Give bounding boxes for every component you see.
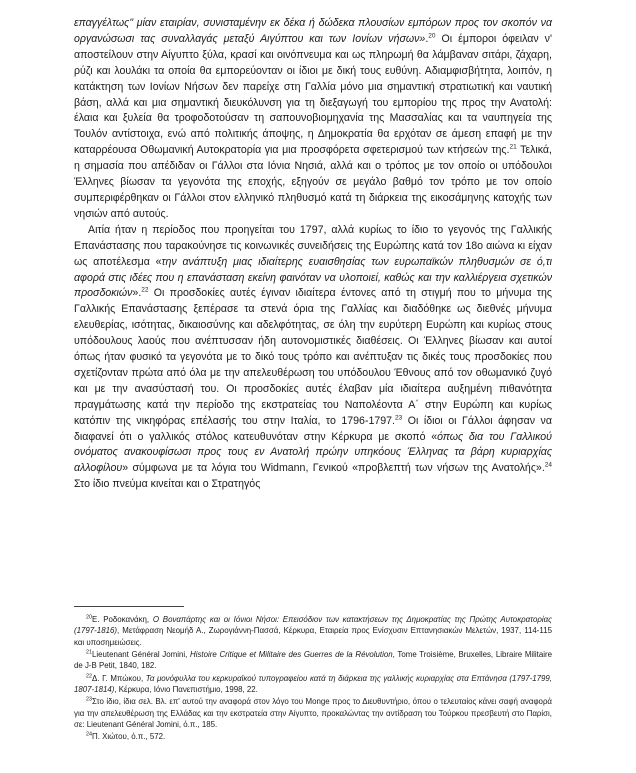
text-run: » σύμφωνα με τα λόγια του Widmann, Γενικού «προβλεπτή των νήσων της Ανατολής».	[122, 462, 545, 475]
text-run: Στο ίδιο πνεύμα κινείται και ο Στρατηγός	[74, 478, 261, 491]
footnote-marker: 24	[86, 731, 92, 738]
text-run: Ε. Ροδοκανάκη,	[92, 615, 153, 624]
italic-text: την ανάπτυξη μιας ιδιαίτερης ευαισθησίας των ευρωπαϊκών πληθυσμών σε ό,τι αφορά στις ιδέες που η επανάσταση εκείνη φαινόταν να υλοποιεί, καθώς και την καλλιέργεια σχετικών προσδοκιών	[74, 255, 553, 300]
footnote-marker: 24	[544, 461, 552, 469]
italic-text: Ο Βοναπάρτης και οι Ιόνιοι Νήσοι: Επεισόδιον των κατακτήσεων της Δημοκρατίας της Πρώτης Αυτοκρατορίας (1797-1816)	[74, 615, 553, 636]
footnote-marker: 21	[509, 143, 517, 151]
text-run: , Κέρκυρα, Ιόνιο Πανεπιστήμιο, 1998, 22.	[114, 685, 258, 695]
text-run: ».	[132, 287, 142, 300]
italic-text: Histoire Critique et Militaire des Guerres de la Révolution	[190, 650, 393, 660]
footnote-marker: 20	[86, 614, 92, 621]
text-run: Τελικά, η σημασία που απέδιδαν οι Γάλλοι στα Ιόνια Νησιά, αλλά και ο τρόπος με τον οποίο οι υπόδουλοι Έλληνες βίωσαν τα γεγονότα της εποχής, εξηγούν σε μεγάλο βαθμό τον τρόπο με τον οποίο συμπεριφέρθηκαν οι Γάλλοι στον ελληνικό πληθυσμό κατά τη διάρκεια της εικοσάμηνης κατοχής των νησιών από αυτούς.	[74, 144, 552, 220]
footnote	[74, 649, 552, 672]
text-run: , Μετάφραση Νεομήδ Α., Ζωρογιάννη-Πασσά, Κέρκυρα, Εταιρεία προς Ενίσχυσιν Επτανησιακών Μελετών, 1937, 114-115 και υποσημειώσεις.	[74, 626, 552, 647]
text-run: Στο ίδιο, ίδια σελ. Βλ. επ' αυτού την αναφορά στον λόγο του Monge προς το Διευθυντήριο, όπου ο τελευταίος κάνει σαφή αναφορά για την απελευθέρωση της Ελλάδας και την εκστρατεία στην Αίγυπτο, προκαλώντας την αντίδραση του Τούρκου πρεσβευτή στο Παρίσι, σε: Lieutenant Général Jomini, ό.π., 185.	[74, 697, 552, 730]
footnote-marker: 23	[86, 696, 92, 703]
text-run: , Tome Troisième, Bruxelles, Libraire Militaire de J-B Petit, 1840, 182.	[74, 650, 553, 671]
text-run: Οι προσδοκίες αυτές έγιναν ιδιαίτερα έντονες από τη στιγμή που το μήνυμα της Γαλλικής Επανάστασης ξεπέρασε τα στενά όρια της Γαλλίας και διαδόθηκε ως διεθνές μήνυμα ελευθερίας, ισότητας, δικαιοσύνης και αδελφότητας, σε όλη την ευρύτερη Ευρώπη και κυρίως στους υπόδουλους λαούς που ανέπτυσσαν ήδη αυτονομιστικές διαθέσεις. Οι Έλληνες βίωσαν και αυτοί όπως ήταν φυσικό τα γεγονότα με το δικό τους τρόπο και ανέπτυξαν τις δικές τους προσδοκίες που σχετίζονταν πρώτα από όλα με την απελευθέρωση του υπόδουλου Έθνους από τον οθωμανικό ζυγό και με την ανασύστασή του. Οι προσδοκίες αυτές έλαβαν μία ιδιαίτερα αυξημένη πιθανότητα πραγμάτωσης κατά την περίοδο της εκστρατείας του Ναπολέοντα Α΄ στην Ευρώπη και κυρίως κατόπιν της νικηφόρας επέλασής του στην Ιταλία, το 1796-1797.	[74, 287, 552, 427]
main-text	[74, 16, 552, 493]
text-run: Lieutenant Général Jomini,	[92, 650, 190, 660]
footnote	[74, 731, 552, 742]
footnote	[74, 673, 552, 696]
footnote-marker: 23	[394, 414, 403, 422]
text-run: .	[425, 32, 429, 45]
footnote-marker: 21	[86, 649, 92, 656]
footnotes	[74, 614, 552, 743]
paragraph	[74, 16, 552, 223]
italic-text: Τα μονόφυλλα του κερκυραϊκού τυπογραφείου κατά τη διάρκεια της γαλλικής κυριαρχίας στα Επτάνησα (1797-1799, 1807-1814)	[74, 673, 552, 695]
italic-text: όπως δια του Γαλλικού ονόματος ανακουφίσωσι προς τους εν Ανατολή πρώην υπηκόους Έλληνας τα βάρη κυριαρχίας αλλοφίλου	[74, 430, 552, 475]
footnote-marker: 20	[428, 32, 436, 40]
text-run: Δ. Γ. Μπώκου,	[92, 673, 146, 683]
text-run: Οι έμποροι όφειλαν ν' αποστείλουν στην Αίγυπτο ξύλα, κρασί και οινόπνευμα και ως πληρωμή θα λάμβαναν σιτάρι, ζάχαρη, ρύζι και λουλάκι τα οποία θα εμπορεύονταν οι ίδιοι με δική τους ευθύνη. Αδιαμφισβήτητα, λοιπόν, η κατάκτηση των Ιονίων Νήσων δεν παρείχε στη Γαλλία μόνο μια σημαντική στρατιωτική και ναυτική βάση, αλλά και μια σημαντική διευκόλυνση για τη διεξαγωγή του εμπορίου της προς την Ανατολή: έλαια και ξυλεία θα τροφοδοτούσαν τη σαπουνοβιομηχανία της Μασσαλίας και τα ναυπηγεία της Τουλόν αντίστοιχα, ενώ από πολιτικής άποψης, η Δημοκρατία θα ερχόταν σε άμεση επαφή με την καταρρέουσα Οθωμανική Αυτοκρατορία για μια προσφόρετα σφετερισμού των κτήσεών της.	[74, 32, 553, 157]
text-run: Αιτία ήταν η περίοδος που προηγείται του 1797, αλλά κυρίως το ίδιο το γεγονός της Γαλλικής Επανάστασης που ταρακούνησε τις κοινωνικές συνειδήσεις της Ευρώπης κατά τον 18ο αιώνα κι είχαν ως αποτέλεσμα «	[74, 223, 552, 268]
italic-text: επαγγέλτως" μίαν εταιρίαν, συνισταμένην εκ δέκα ή δώδεκα πλουσίων εμπόρων προς τον σκοπόν να οργανώσωσι τας συναλλαγάς μεταξύ Αιγύπτου και των Ιονίων νήσων»	[74, 17, 552, 45]
footnote-marker: 22	[86, 673, 92, 679]
footnote-marker: 22	[141, 286, 149, 294]
text-run: Οι ίδιοι οι Γάλλοι άφησαν να διαφανεί ότι ο γαλλικός στόλος κατευθυνόταν στην Κέρκυρα με σκοπό «	[74, 414, 552, 443]
footnote-separator	[74, 606, 184, 607]
text-run: Π. Χιώτου, ό.π., 572.	[92, 732, 166, 742]
footnote	[74, 696, 552, 730]
footnote	[74, 614, 552, 648]
paragraph	[74, 223, 552, 493]
